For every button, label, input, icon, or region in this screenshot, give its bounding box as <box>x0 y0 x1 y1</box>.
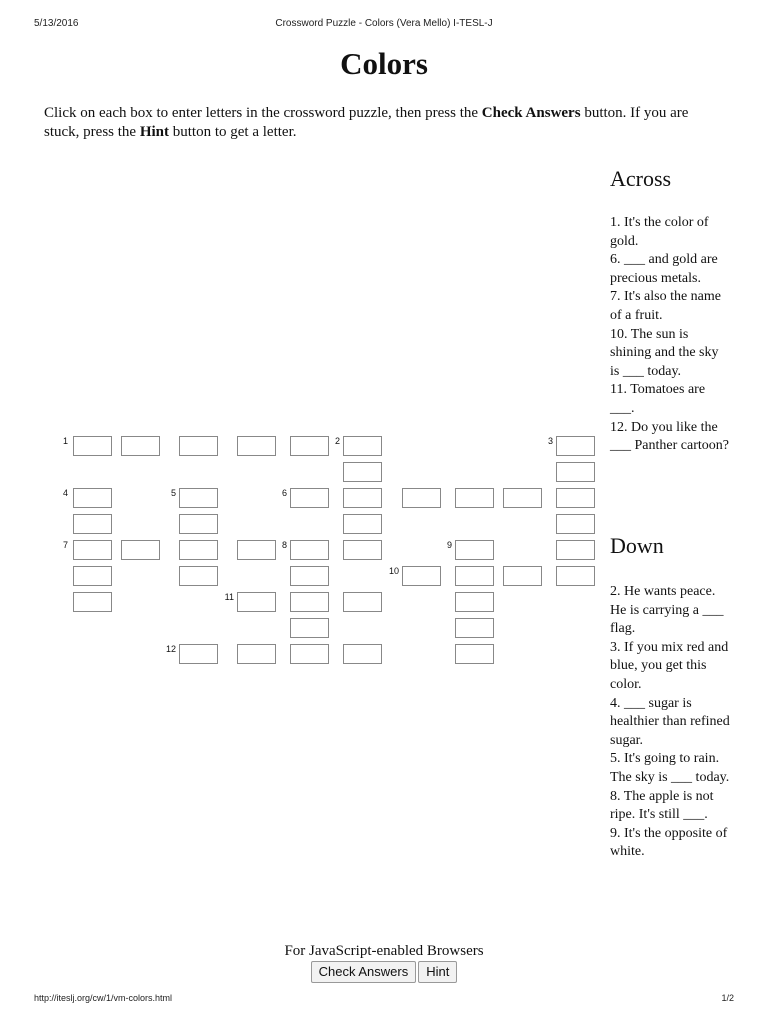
grid-cell[interactable] <box>455 618 494 638</box>
grid-cell[interactable] <box>73 488 112 508</box>
down-clue-4: 4. ___ sugar is healthier than refined sugar. <box>610 695 730 748</box>
grid-cell[interactable] <box>455 644 494 664</box>
grid-cell[interactable] <box>343 462 382 482</box>
grid-number: 10 <box>388 566 399 576</box>
grid-cell[interactable] <box>455 592 494 612</box>
grid-cell[interactable] <box>237 644 276 664</box>
grid-cell[interactable] <box>179 566 218 586</box>
across-clues <box>610 166 730 456</box>
across-clue-12: 12. Do you like the ___ Panther cartoon? <box>610 419 729 454</box>
javascript-note: For JavaScript-enabled Browsers <box>284 943 484 959</box>
grid-cell[interactable] <box>290 566 329 586</box>
grid-cell[interactable] <box>179 644 218 664</box>
down-clue-9: 9. It's the opposite of white. <box>610 825 728 860</box>
print-page-number: 1/2 <box>721 993 734 1003</box>
grid-number: 12 <box>165 644 176 654</box>
grid-cell[interactable] <box>73 592 112 612</box>
grid-cell[interactable] <box>179 540 218 560</box>
down-clues <box>610 533 730 862</box>
grid-number: 11 <box>224 592 234 602</box>
grid-cell[interactable] <box>290 618 329 638</box>
across-clue-7: 7. It's also the name of a fruit. <box>610 289 721 323</box>
grid-cell[interactable] <box>402 488 441 508</box>
grid-cell[interactable] <box>455 540 494 560</box>
grid-cell[interactable] <box>237 540 276 560</box>
instructions <box>44 104 724 142</box>
grid-cell[interactable] <box>343 436 382 456</box>
instructions-hint: Hint <box>139 124 170 140</box>
grid-cell[interactable] <box>343 514 382 534</box>
instructions-text-3: button to get a letter. <box>169 124 297 140</box>
across-clue-6: 6. ___ and gold are precious metals. <box>610 252 718 286</box>
instructions-text-2: button. If you are stuck, press the <box>44 105 689 140</box>
across-clue-10: 10. The sun is shining and the sky is ___ today. <box>610 326 719 379</box>
grid-cell[interactable] <box>556 488 595 508</box>
grid-cell[interactable] <box>290 644 329 664</box>
across-clue-11: 11. Tomatoes are ___. <box>610 382 706 416</box>
grid-cell[interactable] <box>455 566 494 586</box>
grid-cell[interactable] <box>343 488 382 508</box>
grid-cell[interactable] <box>343 540 382 560</box>
down-heading: Down <box>610 533 664 558</box>
grid-number: 8 <box>281 540 287 550</box>
grid-number: 4 <box>62 488 68 498</box>
grid-cell[interactable] <box>402 566 441 586</box>
grid-cell[interactable] <box>556 566 595 586</box>
grid-cell[interactable] <box>73 436 112 456</box>
grid-cell[interactable] <box>503 566 542 586</box>
grid-cell[interactable] <box>121 436 160 456</box>
down-clue-2: 2. He wants peace. He is carrying a ___ flag. <box>610 584 724 637</box>
grid-cell[interactable] <box>290 592 329 612</box>
hint-button[interactable]: Hint <box>418 961 457 983</box>
instructions-check-answers: Check Answers <box>481 105 581 121</box>
action-buttons <box>0 961 768 983</box>
check-answers-button[interactable]: Check Answers <box>311 961 417 983</box>
grid-cell[interactable] <box>556 462 595 482</box>
grid-cell[interactable] <box>343 592 382 612</box>
across-heading: Across <box>610 166 672 191</box>
grid-cell[interactable] <box>237 436 276 456</box>
grid-cell[interactable] <box>237 592 276 612</box>
grid-number: 9 <box>446 540 452 550</box>
grid-number: 7 <box>62 540 68 550</box>
page-title: Colors <box>340 46 428 81</box>
down-clue-3: 3. If you mix red and blue, you get this color. <box>610 639 729 692</box>
grid-cell[interactable] <box>179 436 218 456</box>
print-header-title: Crossword Puzzle - Colors (Vera Mello) I-TESL-J <box>275 18 493 29</box>
print-date: 5/13/2016 <box>34 18 79 29</box>
grid-number: 5 <box>170 488 176 498</box>
instructions-text-1: Click on each box to enter letters in the crossword puzzle, then press the <box>44 105 482 121</box>
grid-cell[interactable] <box>121 540 160 560</box>
down-clue-5: 5. It's going to rain. The sky is ___ today. <box>610 751 730 785</box>
grid-number: 6 <box>281 488 287 498</box>
grid-cell[interactable] <box>455 488 494 508</box>
print-footer-url: http://iteslj.org/cw/1/vm-colors.html <box>34 993 173 1003</box>
grid-cell[interactable] <box>290 488 329 508</box>
grid-cell[interactable] <box>290 540 329 560</box>
grid-cell[interactable] <box>73 514 112 534</box>
grid-cell[interactable] <box>556 514 595 534</box>
grid-cell[interactable] <box>179 514 218 534</box>
grid-number: 3 <box>547 436 553 446</box>
grid-cell[interactable] <box>343 644 382 664</box>
grid-cell[interactable] <box>179 488 218 508</box>
grid-cell[interactable] <box>73 566 112 586</box>
grid-number: 1 <box>62 436 68 446</box>
down-clue-8: 8. The apple is not ripe. It's still ___. <box>610 788 714 823</box>
grid-cell[interactable] <box>290 436 329 456</box>
grid-cell[interactable] <box>73 540 112 560</box>
grid-cell[interactable] <box>556 540 595 560</box>
grid-cell[interactable] <box>556 436 595 456</box>
across-clue-1: 1. It's the color of gold. <box>610 215 709 249</box>
grid-cell[interactable] <box>503 488 542 508</box>
grid-number: 2 <box>334 436 340 446</box>
